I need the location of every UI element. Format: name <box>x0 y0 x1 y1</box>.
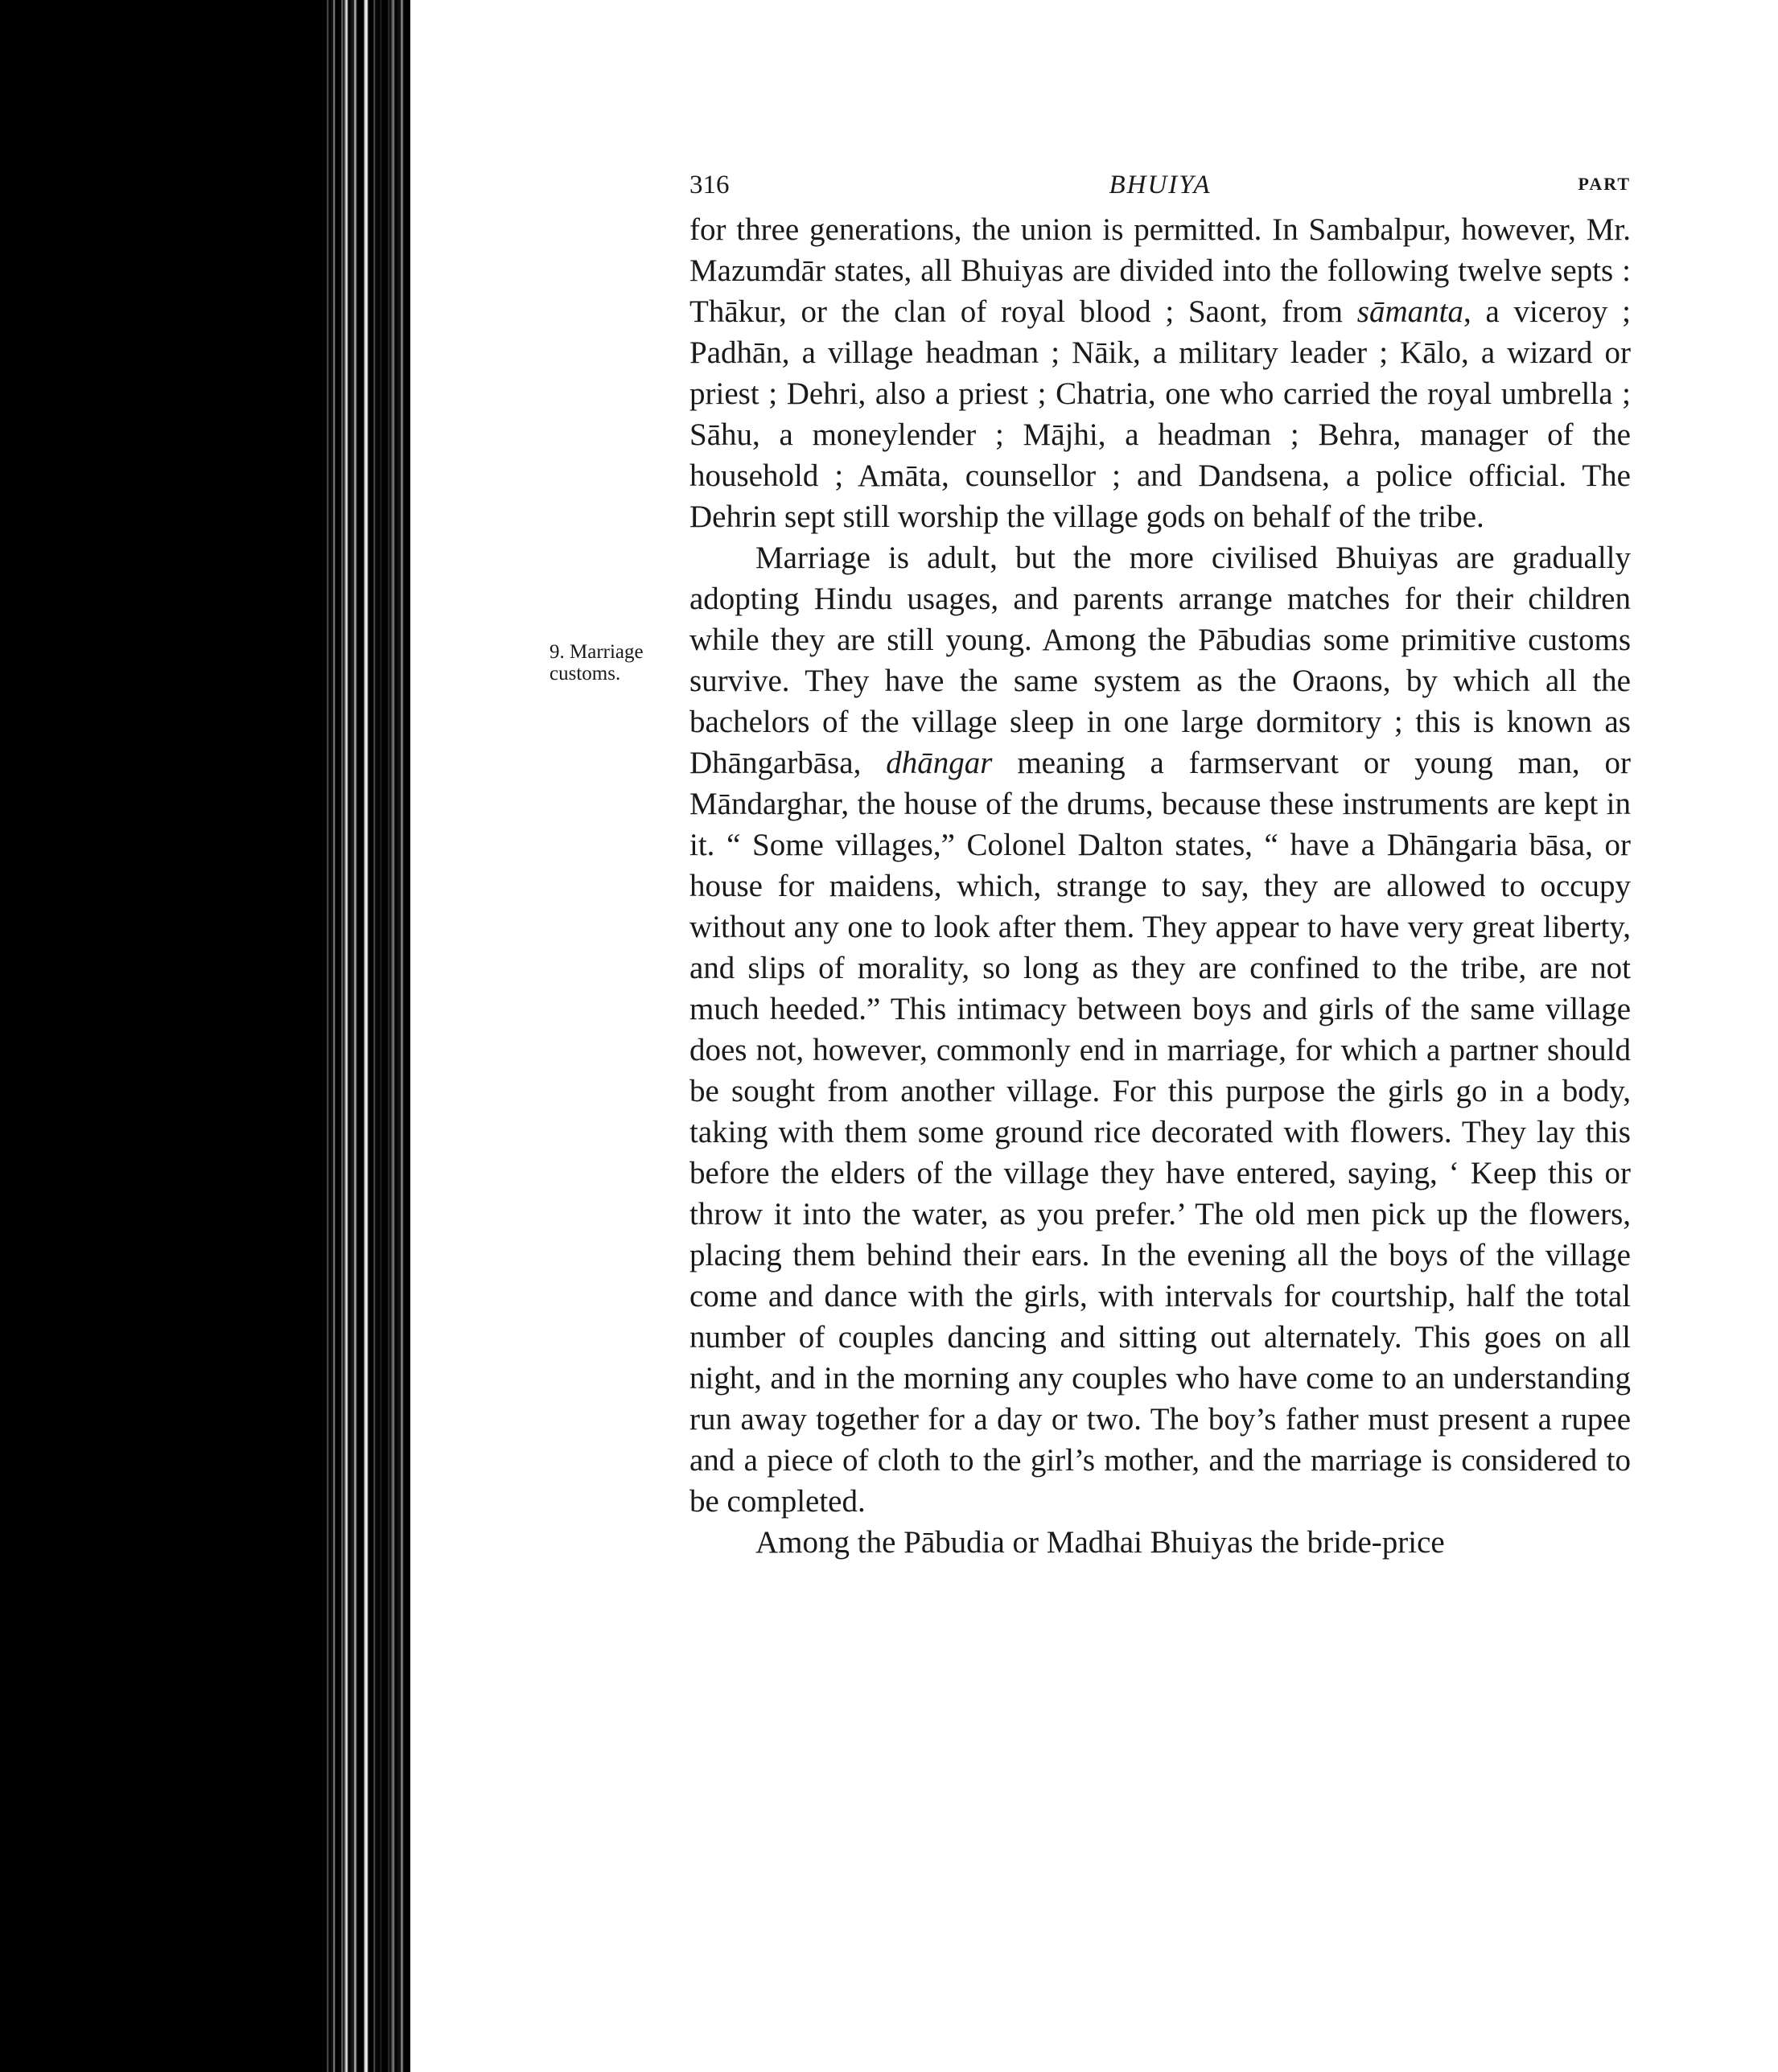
running-head <box>689 161 1631 209</box>
running-title: BHUIYA <box>1109 171 1212 199</box>
margin-note <box>549 641 646 684</box>
part-label: PART <box>1578 174 1631 194</box>
italic-term: dhāngar <box>886 746 993 780</box>
text-run: Among the Pābudia or Madhai Bhuiyas the bride-price <box>755 1525 1445 1560</box>
text-run: , a viceroy ; Padhān, a village headman ; Nāik, a military leader ; Kālo, a wizard or priest ; Dehri, also a priest ; Chatria, one who carried the royal umbrella ; Sāhu, a moneylender ; Mājhi, a headman ; Behra, manager of the household ; Amāta, counsellor ; and Dandsena, a police official. The Dehrin sept still worship the village gods on behalf of the tribe. <box>689 294 1631 534</box>
paragraph-bride-price <box>689 1522 1631 1563</box>
paragraph-marriage-customs <box>689 537 1631 1522</box>
book-page <box>689 161 1631 1563</box>
page-number: 316 <box>689 171 730 199</box>
text-run: meaning a farmservant or young man, or Māndarghar, the house of the drums, because these instruments are kept in it. “ Some villages,” Colonel Dalton states, “ have a Dhāngaria bāsa, or house for maidens, which, strange to say, they are allowed to occupy without any one to look after them. They appear to have very great liberty, and slips of morality, so long as they are confined to the tribe, are not much heeded.” This intimacy between boys and girls of the same village does not, however, commonly end in marriage, for which a partner should be sought from another village. For this purpose the girls go in a body, taking with them some ground rice decorated with flowers. They lay this before the elders of the village they have entered, saying, ‘ Keep this or throw it into the water, as you prefer.’ The old men pick up the flowers, placing them behind their ears. In the evening all the boys of the village come and dance with the girls, with intervals for courtship, half the total number of couples dancing and sitting out alternately. This goes on all night, and in the morning any couples who have come to an understanding run away together for a day or two. The boy’s father must present a rupee and a piece of cloth to the girl’s mother, and the marriage is considered to be completed. <box>689 746 1631 1519</box>
margin-note-text: 9. Marriage customs. <box>549 641 644 684</box>
text-run: Marriage is adult, but the more civilised Bhuiyas are gradually adopting Hindu usages, and parents arrange matches for their children while they are still young. Among the Pābudias some primitive customs survive. They have the same system as the Oraons, by which all the bachelors of the village sleep in one large dormitory ; this is known as Dhāngarbāsa, <box>689 541 1631 780</box>
paragraph-septs <box>689 209 1631 537</box>
text-run: for three generations, the union is permitted. In Sambalpur, however, Mr. Mazumdār states, all Bhuiyas are divided into the following twelve septs : Thākur, or the clan of royal blood ; Saont, from <box>689 212 1631 329</box>
scan-edge-fade <box>378 0 410 2072</box>
italic-term: sāmanta <box>1356 294 1463 329</box>
